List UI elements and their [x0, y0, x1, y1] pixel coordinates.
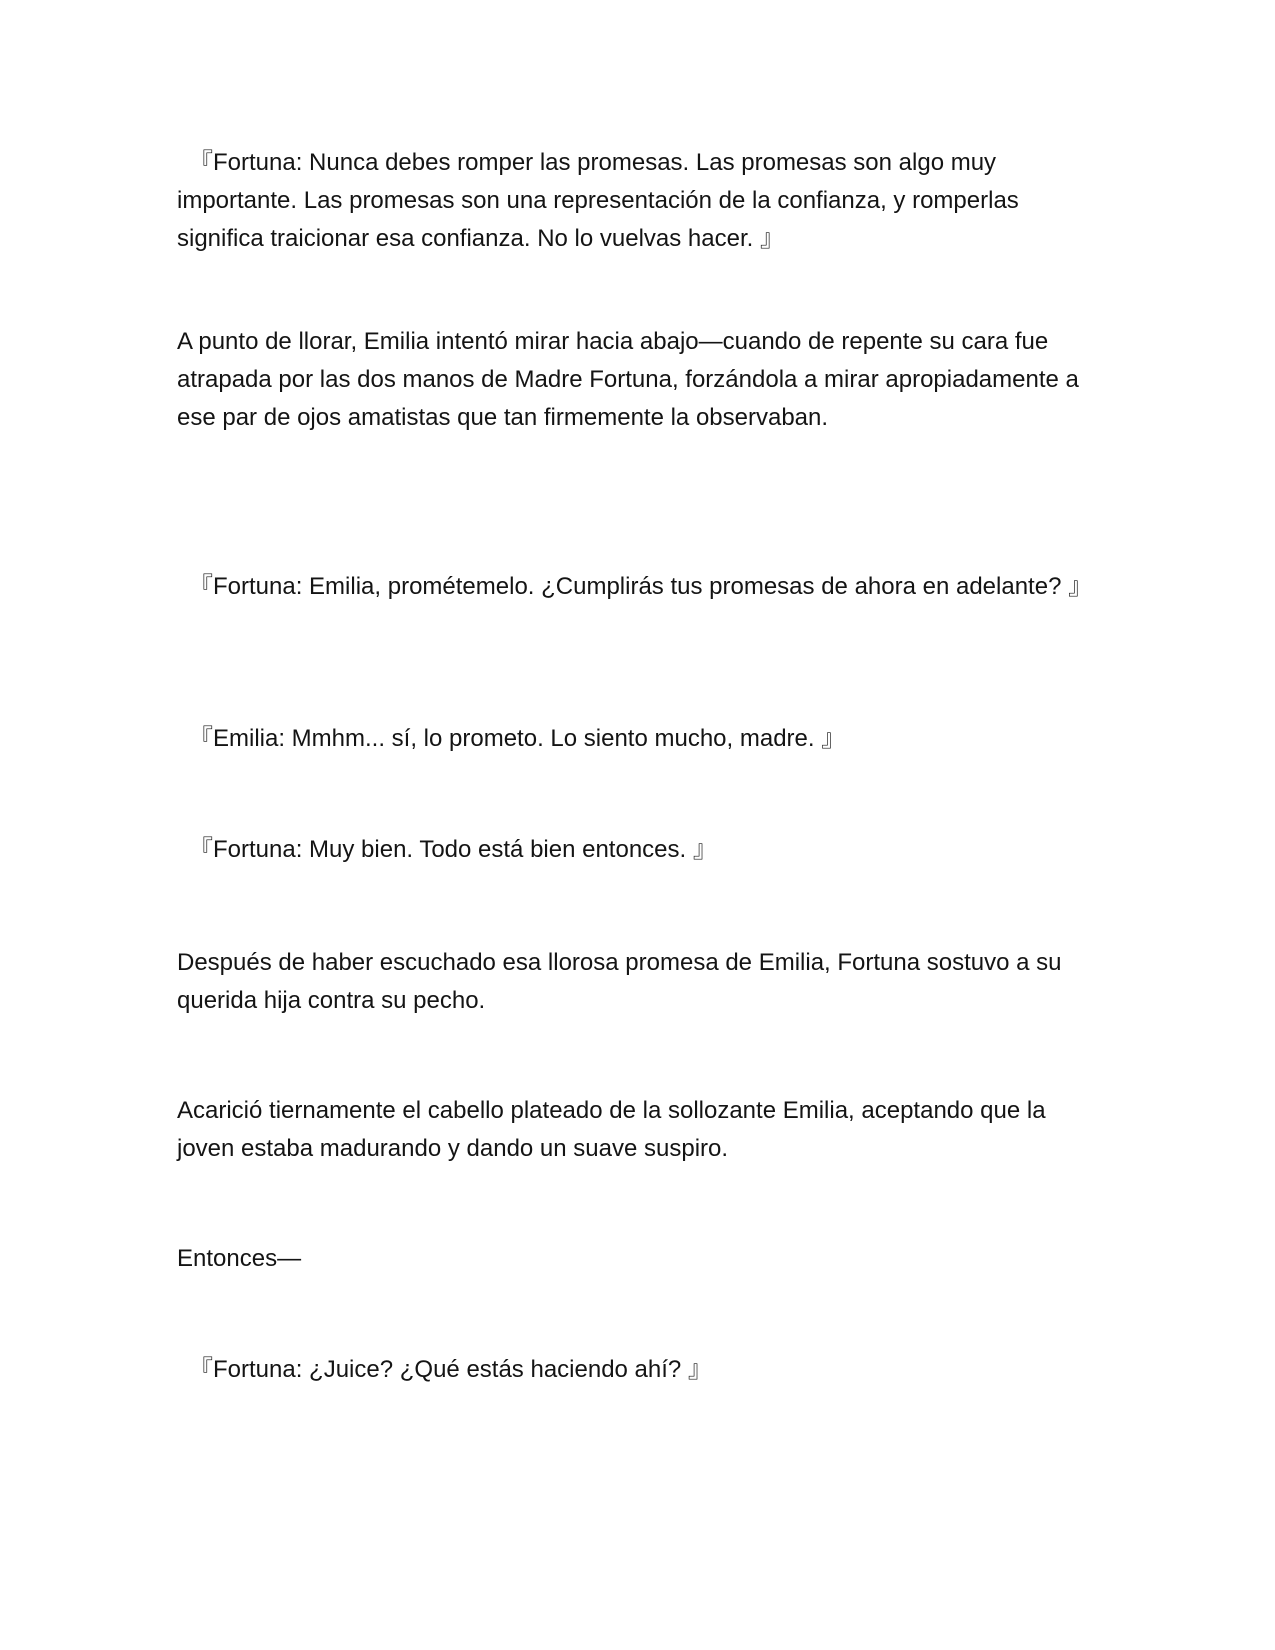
- narration-paragraph-fortuna-hug: Después de haber escuchado esa llorosa promesa de Emilia, Fortuna sostuvo a su querida hija contra su pecho.: [177, 949, 1062, 1014]
- dialogue-paragraph-fortuna-promises: 『Fortuna: Nunca debes romper las promesas. Las promesas son algo muy importante. Las promesas son una representación de la confianza, y romperlas significa traicionar esa confianza. No lo vuelvas hacer. 』: [177, 149, 1019, 252]
- narration-paragraph-entonces: Entonces—: [177, 1245, 302, 1272]
- dialogue-paragraph-fortuna-promise-request: 『Fortuna: Emilia, prométemelo. ¿Cumplirás tus promesas de ahora en adelante? 』: [189, 573, 1093, 600]
- dialogue-paragraph-emilia-apology: 『Emilia: Mmhm... sí, lo prometo. Lo siento mucho, madre. 』: [189, 725, 846, 752]
- narration-paragraph-caress: Acarició tiernamente el cabello plateado de la sollozante Emilia, aceptando que la joven estaba madurando y dando un suave suspiro.: [177, 1097, 1046, 1162]
- narration-paragraph-emilia-crying: A punto de llorar, Emilia intentó mirar hacia abajo—cuando de repente su cara fue atrapada por las dos manos de Madre Fortuna, forzándola a mirar apropiadamente a ese par de ojos amatistas que tan firmemente la observaban.: [177, 328, 1079, 431]
- dialogue-paragraph-fortuna-juice: 『Fortuna: ¿Juice? ¿Qué estás haciendo ahí? 』: [189, 1356, 712, 1383]
- dialogue-paragraph-fortuna-all-good: 『Fortuna: Muy bien. Todo está bien entonces. 』: [189, 836, 717, 863]
